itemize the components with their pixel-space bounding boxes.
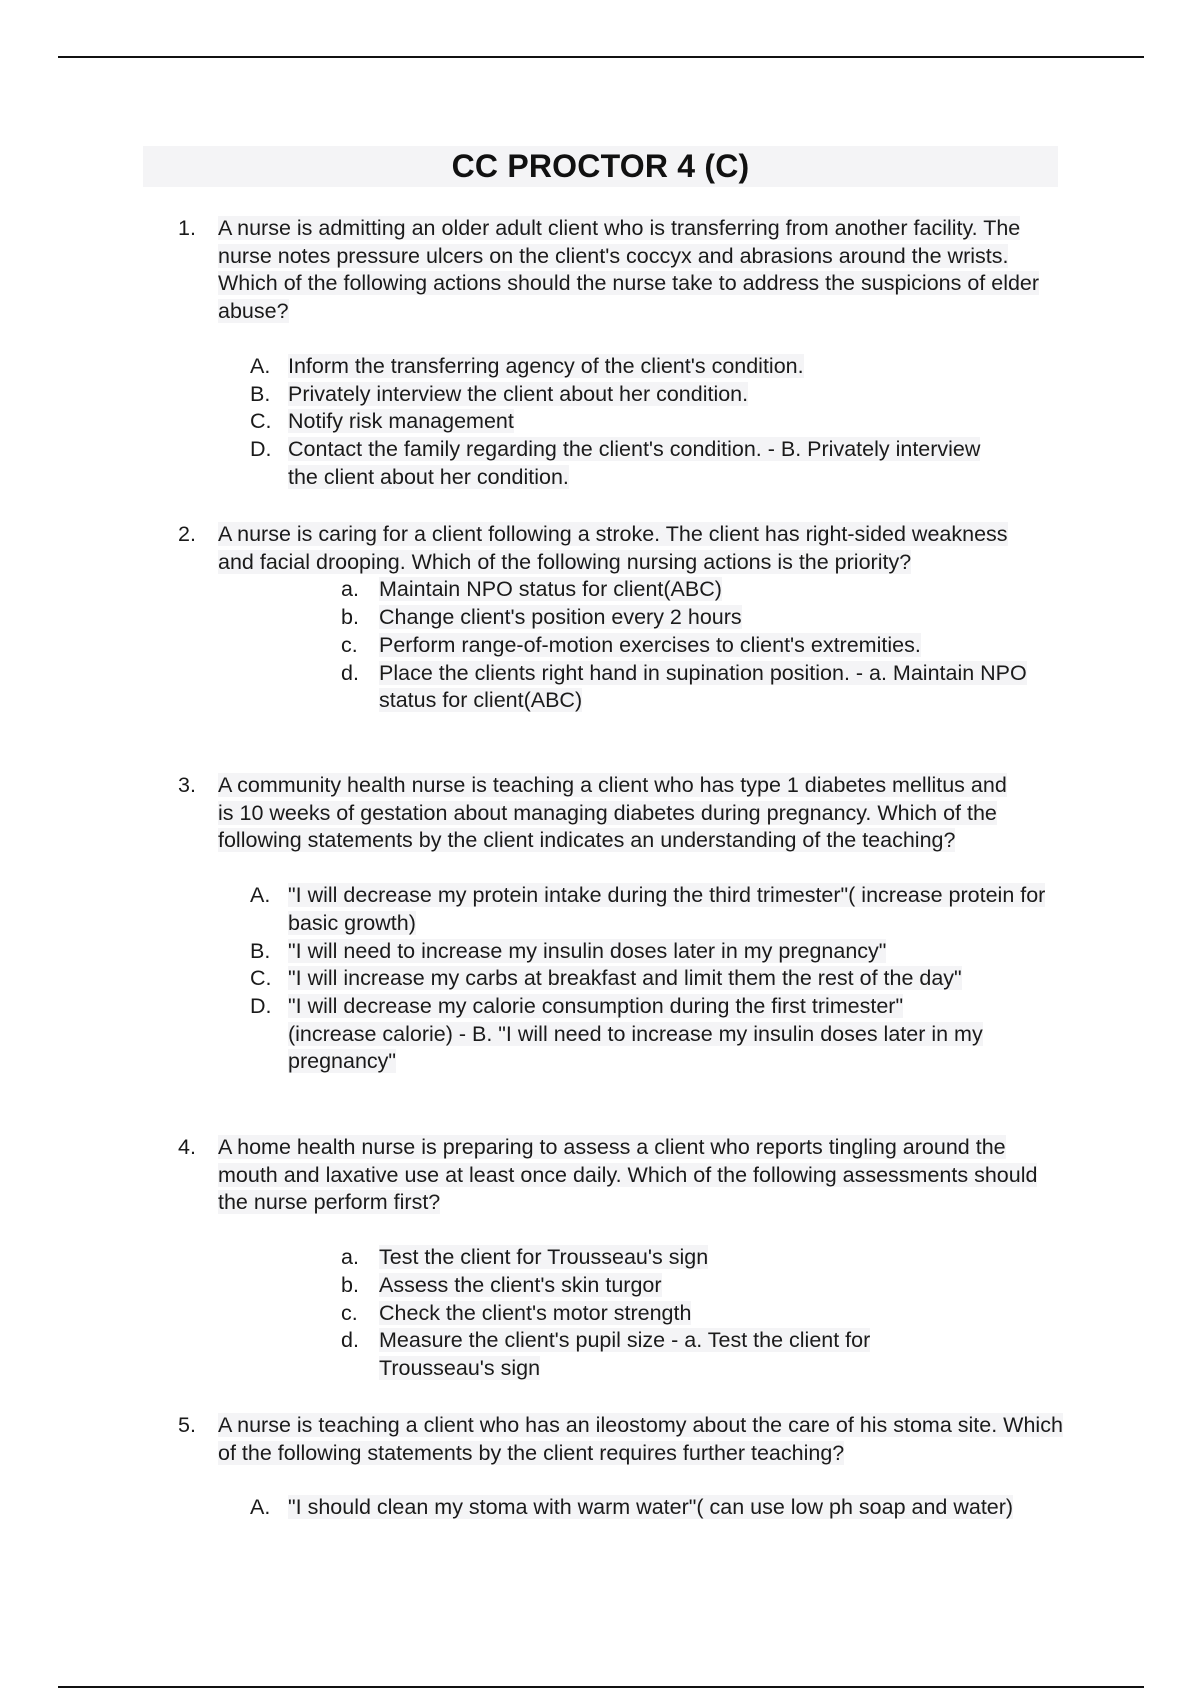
answer-options: [250, 353, 1078, 492]
answer-option-a: A. Inform the transferring agency of the client's condition.: [250, 353, 804, 378]
question-5: [178, 1412, 1078, 1522]
question-text: A nurse is caring for a client following a stroke. The client has right-sided weakness and facial drooping. Which of the following nursing actions is the priority?: [218, 522, 1008, 574]
answer-options: [341, 576, 1078, 715]
question-text: A home health nurse is preparing to assess a client who reports tingling around the mouth and laxative use at least once daily. Which of the following assessments should the nurse perform first?: [218, 1135, 1038, 1215]
question-stem: [178, 1412, 1078, 1467]
question-number: 4.: [178, 1135, 196, 1159]
question-number: 1.: [178, 216, 196, 240]
answer-options: [250, 1494, 1078, 1522]
answer-option-c: C. Notify risk management: [250, 409, 514, 434]
question-1: [178, 215, 1078, 491]
question-text: A nurse is admitting an older adult client who is transferring from another facility. The nurse notes pressure ulcers on the client's coccyx and abrasions around the wrists. Which of the following actions should the nurse take to address the suspicions of elder abuse?: [218, 216, 1040, 324]
answer-options: [341, 1244, 1078, 1383]
answer-option-b: b. Assess the client's skin turgor: [341, 1272, 662, 1297]
answer-option-c: c. Check the client's motor strength: [341, 1300, 692, 1325]
answer-option-b: B. "I will need to increase my insulin doses later in my pregnancy": [250, 938, 887, 963]
answer-option-b: b. Change client's position every 2 hours: [341, 605, 742, 630]
document-title: CC PROCTOR 4 (C): [451, 148, 750, 184]
question-4: [178, 1134, 1078, 1383]
question-text: A community health nurse is teaching a client who has type 1 diabetes mellitus and is 10 weeks of gestation about managing diabetes during pregnancy. Which of the following statements by the client indicates an understanding of the teaching?: [218, 773, 1007, 853]
header-rule: [58, 56, 1144, 58]
answer-option-d: D. "I will decrease my calorie consumption during the first trimester"(increase calorie) - B. "I will need to increase my insulin doses later in my pregnancy": [250, 993, 983, 1074]
answer-option-d: d. Place the clients right hand in supination position. - a. Maintain NPO status for client(ABC): [341, 660, 1027, 713]
answer-option-d: d. Measure the client's pupil size - a. Test the client for Trousseau's sign: [341, 1328, 871, 1380]
answer-option-b: B. Privately interview the client about her condition.: [250, 381, 749, 406]
question-stem: [178, 1134, 1078, 1217]
question-number: 2.: [178, 522, 196, 546]
question-number: 5.: [178, 1413, 196, 1437]
footer-rule: [58, 1686, 1144, 1688]
question-3: [178, 772, 1078, 1076]
answer-option-a: a. Maintain NPO status for client(ABC): [341, 577, 722, 602]
question-text: A nurse is teaching a client who has an ileostomy about the care of his stoma site. Which of the following statements by the client requires further teaching?: [218, 1413, 1063, 1465]
answer-option-a: A. "I will decrease my protein intake during the third trimester"( increase protein for basic growth): [250, 883, 1046, 935]
answer-option-d: D. Contact the family regarding the client's condition. - B. Privately interview the client about her condition.: [250, 436, 981, 489]
question-stem: [178, 772, 1078, 855]
answer-options: [250, 882, 1078, 1076]
question-stem: [178, 521, 1078, 576]
title-band: [143, 146, 1058, 187]
question-2: [178, 521, 1078, 715]
answer-option-a: A. "I should clean my stoma with warm water"( can use low ph soap and water): [250, 1495, 1014, 1520]
answer-option-c: c. Perform range-of-motion exercises to client's extremities.: [341, 632, 921, 657]
question-stem: [178, 215, 1078, 326]
question-number: 3.: [178, 773, 196, 797]
answer-option-c: C. "I will increase my carbs at breakfast and limit them the rest of the day": [250, 966, 962, 991]
answer-option-a: a. Test the client for Trousseau's sign: [341, 1245, 709, 1270]
